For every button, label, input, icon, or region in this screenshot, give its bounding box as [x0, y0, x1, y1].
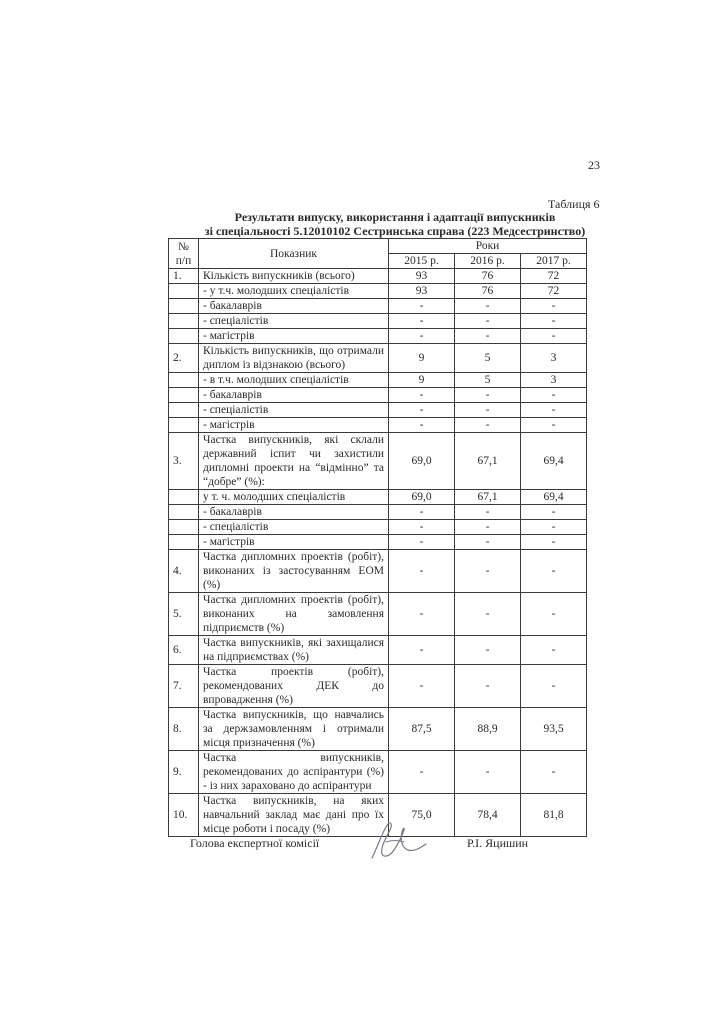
header-years: Роки: [389, 239, 587, 254]
value-2015: -: [389, 535, 455, 550]
value-2015: 9: [389, 373, 455, 388]
value-2017: 81,8: [521, 794, 587, 837]
row-indicator: Кількість випускників (всього): [199, 269, 389, 284]
value-2017: 3: [521, 373, 587, 388]
value-2017: -: [521, 388, 587, 403]
header-year-2016: 2016 р.: [455, 254, 521, 269]
value-2017: -: [521, 329, 587, 344]
value-2016: 67,1: [455, 433, 521, 490]
value-2017: -: [521, 418, 587, 433]
handwritten-signature: [368, 818, 430, 862]
value-2016: 78,4: [455, 794, 521, 837]
row-indicator: Частка дипломних проектів (робіт), виконаних на замовлення підприємств (%): [199, 593, 389, 636]
table-label: Таблиця 6: [548, 197, 600, 211]
row-number: [169, 535, 199, 550]
row-number: [169, 388, 199, 403]
value-2017: -: [521, 535, 587, 550]
row-number: 2.: [169, 344, 199, 373]
value-2015: -: [389, 403, 455, 418]
table-row: [169, 490, 587, 505]
value-2016: 67,1: [455, 490, 521, 505]
row-number: 10.: [169, 794, 199, 837]
row-number: [169, 520, 199, 535]
row-indicator: Частка випускників, на яких навчальний заклад має дані про їх місце роботи і посаду (%): [199, 794, 389, 837]
table-row: [169, 284, 587, 299]
signature-label: Голова експертної комісії: [190, 836, 320, 850]
row-indicator: у т. ч. молодших спеціалістів: [199, 490, 389, 505]
value-2017: 93,5: [521, 708, 587, 751]
value-2015: 69,0: [389, 490, 455, 505]
row-indicator: - магістрів: [199, 535, 389, 550]
value-2015: 93: [389, 284, 455, 299]
value-2015: 75,0: [389, 794, 455, 837]
page-number: 23: [588, 158, 600, 172]
row-indicator: - спеціалістів: [199, 314, 389, 329]
row-indicator: - бакалаврів: [199, 299, 389, 314]
value-2015: -: [389, 636, 455, 665]
row-number: 1.: [169, 269, 199, 284]
value-2016: -: [455, 535, 521, 550]
value-2017: -: [521, 593, 587, 636]
results-table: [168, 238, 587, 837]
value-2016: 88,9: [455, 708, 521, 751]
value-2016: -: [455, 329, 521, 344]
table-row: [169, 403, 587, 418]
row-indicator: Частка випускників, що навчались за держзамовленням і отримали місця призначення (%): [199, 708, 389, 751]
row-indicator: - магістрів: [199, 418, 389, 433]
value-2015: -: [389, 388, 455, 403]
value-2015: -: [389, 665, 455, 708]
table-row: [169, 299, 587, 314]
table-row: [169, 269, 587, 284]
row-indicator: - магістрів: [199, 329, 389, 344]
row-number: [169, 329, 199, 344]
row-indicator: - спеціалістів: [199, 520, 389, 535]
value-2017: 72: [521, 284, 587, 299]
header-number-line2: п/п: [175, 254, 192, 267]
row-number: [169, 418, 199, 433]
value-2015: -: [389, 520, 455, 535]
row-indicator: Частка проектів (робіт), рекомендованих ДЕК до впровадження (%): [199, 665, 389, 708]
value-2016: -: [455, 314, 521, 329]
table-row: [169, 388, 587, 403]
value-2017: -: [521, 314, 587, 329]
value-2016: -: [455, 593, 521, 636]
value-2016: -: [455, 388, 521, 403]
row-indicator: - у т.ч. молодших спеціалістів: [199, 284, 389, 299]
value-2016: -: [455, 520, 521, 535]
table-row: [169, 550, 587, 593]
value-2017: 3: [521, 344, 587, 373]
value-2015: -: [389, 418, 455, 433]
table-body: [169, 269, 587, 837]
table-row: [169, 314, 587, 329]
row-number: 3.: [169, 433, 199, 490]
row-indicator: Частка випускників, які склали державний іспит чи захистили дипломні проекти на “відмінно” та “добре” (%):: [199, 433, 389, 490]
value-2017: -: [521, 403, 587, 418]
value-2015: -: [389, 299, 455, 314]
row-indicator: - бакалаврів: [199, 505, 389, 520]
row-number: [169, 373, 199, 388]
value-2017: 72: [521, 269, 587, 284]
value-2017: -: [521, 520, 587, 535]
table-row: [169, 329, 587, 344]
value-2016: 5: [455, 373, 521, 388]
table-row: [169, 751, 587, 794]
value-2016: 76: [455, 284, 521, 299]
row-number: 7.: [169, 665, 199, 708]
table-title-line2: зі спеціальності 5.12010102 Сестринська справа (223 Медсестринство): [204, 224, 586, 238]
value-2017: -: [521, 550, 587, 593]
value-2016: 5: [455, 344, 521, 373]
value-2015: -: [389, 593, 455, 636]
value-2017: -: [521, 751, 587, 794]
table-row: [169, 433, 587, 490]
table-row: [169, 665, 587, 708]
row-number: [169, 490, 199, 505]
row-number: [169, 505, 199, 520]
header-number: [169, 239, 199, 269]
row-number: [169, 284, 199, 299]
table-row: [169, 535, 587, 550]
row-indicator: Частка випускників, рекомендованих до аспірантури (%) - із них зараховано до аспірантури: [199, 751, 389, 794]
value-2016: -: [455, 636, 521, 665]
value-2016: -: [455, 751, 521, 794]
value-2016: 76: [455, 269, 521, 284]
value-2016: -: [455, 403, 521, 418]
row-number: [169, 299, 199, 314]
value-2015: -: [389, 329, 455, 344]
value-2015: -: [389, 314, 455, 329]
row-number: 4.: [169, 550, 199, 593]
value-2016: -: [455, 418, 521, 433]
value-2015: 87,5: [389, 708, 455, 751]
row-indicator: Частка випускників, які захищалися на підприємствах (%): [199, 636, 389, 665]
table-row: [169, 593, 587, 636]
value-2016: -: [455, 665, 521, 708]
table-row: [169, 344, 587, 373]
value-2017: -: [521, 665, 587, 708]
value-2017: -: [521, 636, 587, 665]
row-number: 9.: [169, 751, 199, 794]
row-indicator: Кількість випускників, що отримали диплом із відзнакою (всього): [199, 344, 389, 373]
header-indicator: Показник: [199, 239, 389, 269]
value-2016: -: [455, 550, 521, 593]
row-number: [169, 314, 199, 329]
header-number-line1: №: [178, 240, 189, 253]
row-indicator: - спеціалістів: [199, 403, 389, 418]
value-2015: -: [389, 751, 455, 794]
row-indicator: - в т.ч. молодших спеціалістів: [199, 373, 389, 388]
table-row: [169, 636, 587, 665]
row-number: 6.: [169, 636, 199, 665]
row-indicator: Частка дипломних проектів (робіт), виконаних із застосуванням ЕОМ (%): [199, 550, 389, 593]
value-2017: -: [521, 299, 587, 314]
value-2015: -: [389, 505, 455, 520]
table-row: [169, 373, 587, 388]
value-2015: -: [389, 550, 455, 593]
value-2017: 69,4: [521, 490, 587, 505]
value-2016: -: [455, 299, 521, 314]
table-row: [169, 708, 587, 751]
value-2017: -: [521, 505, 587, 520]
value-2015: 9: [389, 344, 455, 373]
row-number: [169, 403, 199, 418]
value-2017: 69,4: [521, 433, 587, 490]
row-indicator: - бакалаврів: [199, 388, 389, 403]
header-year-2015: 2015 р.: [389, 254, 455, 269]
signature-name: Р.І. Яцишин: [467, 836, 529, 850]
value-2015: 69,0: [389, 433, 455, 490]
table-row: [169, 520, 587, 535]
value-2016: -: [455, 505, 521, 520]
row-number: 8.: [169, 708, 199, 751]
row-number: 5.: [169, 593, 199, 636]
header-year-2017: 2017 р.: [521, 254, 587, 269]
table-title-line1: Результати випуску, використання і адаптації випускників: [234, 210, 556, 224]
table-row: [169, 505, 587, 520]
table-row: [169, 418, 587, 433]
value-2015: 93: [389, 269, 455, 284]
